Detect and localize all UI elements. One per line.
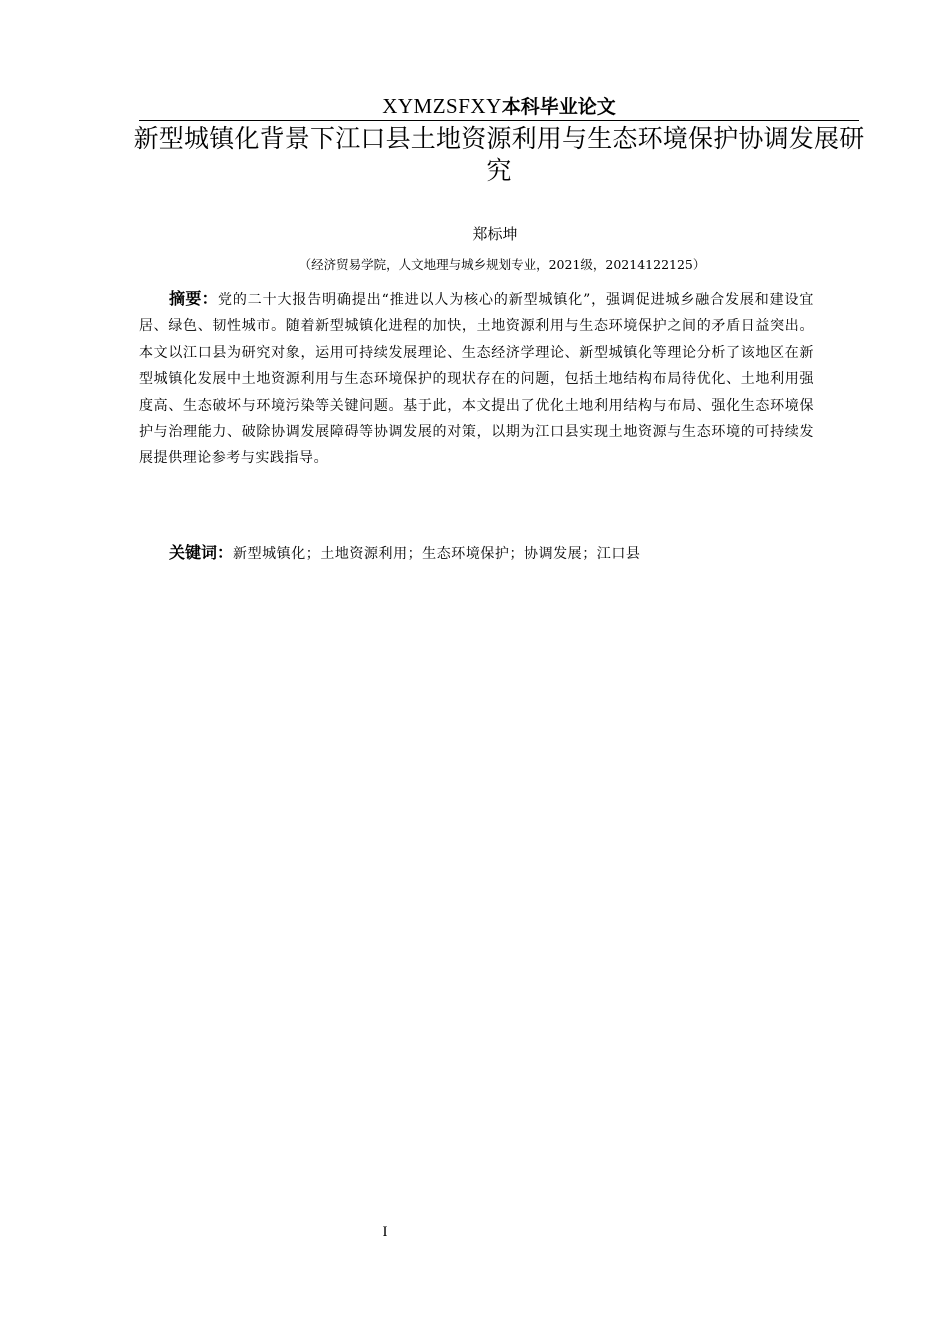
header-code: XYMZSFXY (382, 94, 502, 118)
abstract-paragraph (139, 286, 814, 472)
keywords-line (169, 540, 819, 567)
author-affiliation: （经济贸易学院，人文地理与城乡规划专业，2021级，20214122125） (298, 257, 706, 272)
page-number: I (382, 1224, 388, 1240)
running-header (139, 92, 859, 121)
abstract-text: 党的二十大报告明确提出“推进以人为核心的新型城镇化”，强调促进城乡融合发展和建设宜居、绿色、韧性城市。随着新型城镇化进程的加快，土地资源利用与生态环境保护之间的矛盾日益突出。本文以江口县为研究对象，运用可持续发展理论、生态经济学理论、新型城镇化等理论分析了该地区在新型城镇化发展中土地资源利用与生态环境保护的现状存在的问题，包括土地结构布局待优化、土地利用强度高、生态破坏与环境污染等关键问题。基于此，本文提出了优化土地利用结构与布局、强化生态环境保护与治理能力、破除协调发展障碍等协调发展的对策，以期为江口县实现土地资源与生态环境的可持续发展提供理论参考与实践指导。 (139, 292, 814, 467)
abstract-label: 摘要： (169, 289, 218, 308)
keywords-text: 新型城镇化；土地资源利用；生态环境保护；协调发展；江口县 (233, 546, 641, 562)
paper-title: 新型城镇化背景下江口县土地资源利用与生态环境保护协调发展研究 (133, 124, 865, 185)
keywords-label: 关键词： (169, 543, 234, 562)
header-subtitle: 本科毕业论文 (501, 96, 616, 118)
author-name: 郑标坤 (472, 225, 518, 243)
